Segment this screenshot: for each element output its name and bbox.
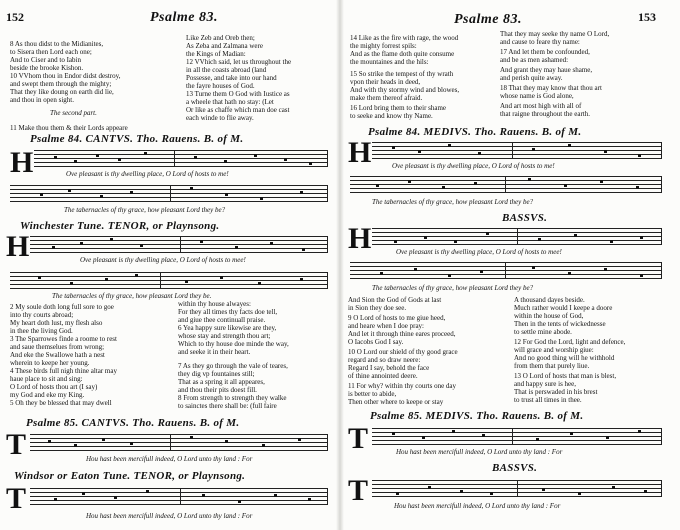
verse-line: whose name is God alone, <box>500 92 574 100</box>
verse-line: and thou in open sight. <box>10 96 74 104</box>
music-staff <box>350 262 662 280</box>
verse-line: And as the flame doth quite consume <box>350 50 455 58</box>
verse-line: And to Ciser and to Iabin <box>10 56 81 64</box>
verse-line: And no good thing will he withhold <box>514 354 615 362</box>
verse-line: 7 As they go through the vale of teares, <box>178 362 288 370</box>
verse-line: to Sisera then Lord each one; <box>10 48 92 56</box>
verse-line: 8 As thou didst to the Midianites, <box>10 40 104 48</box>
verse-line: Then other where to keepe or stay <box>348 398 444 406</box>
verse-line: a wheele that hath no stay: (Let <box>186 98 274 106</box>
verse-line: from them that purely liue. <box>514 362 590 370</box>
lyric-line: The tabernacles of thy grace, how pleasant Lord they be? <box>372 284 534 292</box>
lyric-line: The tabernacles of thy grace, how pleasant Lord they be? <box>64 206 226 214</box>
verse-line: to trust all times in thee. <box>514 396 582 404</box>
verse-line: that raigne throughout the earth. <box>500 110 590 118</box>
lyric-line: Hou hast been mercifull indeed, O Lord unto thy land : For <box>86 455 253 463</box>
verse-line: and perish quite away. <box>500 74 563 82</box>
verse-line: 12 For God the Lord, light and defence, <box>514 338 626 346</box>
lyric-line: The tabernacles of thy grace, how pleasant Lord they be? <box>372 198 534 206</box>
verse-line: the fayre houses of God. <box>186 82 255 90</box>
verse-line: in thee the living God. <box>10 327 73 335</box>
music-staff <box>10 185 328 203</box>
verse-line: of thine annointed deere. <box>348 372 418 380</box>
verse-line: to seeke and know thy Name. <box>350 112 433 120</box>
verse-line: and seeke it in their heart. <box>178 348 251 356</box>
verse-line: That is perswaded in his brest <box>514 388 598 396</box>
music-staff <box>372 428 662 446</box>
verse-line: For they all times thy facts doe tell, <box>178 308 278 316</box>
drop-initial: T <box>348 474 369 507</box>
drop-initial: H <box>6 230 30 263</box>
verse-line: 6 Yea happy sure likewise are they, <box>178 324 277 332</box>
section-heading-medius-85: Psalme 85. MEDIVS. Tho. Rauens. B. of M. <box>370 410 584 422</box>
verse-line: haue place to sit and sing: <box>10 375 83 383</box>
verse-line: And art most high with all of <box>500 102 582 110</box>
verse-line: 17 And let them be confounded, <box>500 48 590 56</box>
music-staff <box>372 480 662 498</box>
verse-line: whose stay and strength thou art; <box>178 332 271 340</box>
verse-line: As Zeba and Zalmana were <box>186 42 263 50</box>
music-staff <box>30 488 328 506</box>
verse-line: 12 VVhich said, let us throughout the <box>186 58 292 66</box>
verse-line: 15 So strike the tempest of thy wrath <box>350 70 454 78</box>
section-heading-cantus-85: Psalme 85. CANTVS. Tho. Rauens. B. of M. <box>26 417 240 429</box>
left-page <box>0 0 338 530</box>
verse-line: That as a spring it all appeares, <box>178 378 265 386</box>
drop-initial: H <box>10 146 34 179</box>
section-heading-bassus-85: BASSVS. <box>492 462 538 474</box>
verse-line: 3 The Sparrowes finde a roome to rest <box>10 335 117 343</box>
verse-line: That they like doung on earth did lie, <box>10 88 114 96</box>
verse-line: Regard I say, behold the face <box>348 364 430 372</box>
verse-line: 11 Make thou them & their Lords appeare <box>10 124 128 132</box>
music-staff <box>372 142 662 160</box>
verse-line: and giue thee continuall praise. <box>178 316 266 324</box>
verse-line: is better to abide, <box>348 390 397 398</box>
music-staff <box>30 434 328 452</box>
drop-initial: H <box>348 222 372 255</box>
music-staff <box>350 176 662 194</box>
verse-line: Possesse, and take into our hand <box>186 74 277 82</box>
lyric-line: Ove pleasant is thy dwelling place, O Lord of hosts to mee! <box>396 248 562 256</box>
verse-line: 13 Turne them O God with Iustice as <box>186 90 290 98</box>
verse-line: 9 O Lord of hosts to me giue heed, <box>348 314 446 322</box>
verse-line: 10 VVhom thou in Endor didst destroy, <box>10 72 121 80</box>
lyric-line: Ove pleasant is thy dwelling place, O Lord of hosts to me! <box>66 170 229 178</box>
verse-line: in Sion they doe see. <box>348 304 407 312</box>
verse-line: and thou their pits doest fill. <box>178 386 257 394</box>
verse-line: and happy sure is hee, <box>514 380 577 388</box>
section-heading-medius-84: Psalme 84. MEDIVS. Tho. Rauens. B. of M. <box>368 126 582 138</box>
verse-line: That they may seeke thy name O Lord, <box>500 30 610 38</box>
drop-initial: H <box>348 136 372 169</box>
music-staff <box>34 150 328 168</box>
verse-line: regard and so draw neere: <box>348 356 421 364</box>
verse-line: A thousand dayes beside. <box>514 296 585 304</box>
verse-line: vpon their heads in deed, <box>350 78 421 86</box>
verse-line: O Lord of hosts thou art (I say) <box>10 383 98 391</box>
verse-line: Which to thy house doe minde the way, <box>178 340 289 348</box>
running-head: Psalme 83. <box>150 10 218 25</box>
verse-line: 5 Oh they be blessed that may dwell <box>10 399 112 407</box>
verse-line: 18 That they may know that thou art <box>500 84 602 92</box>
verse-line: 13 O Lord of hosts that man is blest, <box>514 372 617 380</box>
verse-line: My heart doth lust, my flesh also <box>10 319 103 327</box>
lyric-line: Hou hast been mercifull indeed, O Lord unto thy land : For <box>394 502 561 510</box>
verse-line: the Kings of Madian: <box>186 50 246 58</box>
lyric-line: Ove pleasant is thy dwelling place, O Lord of hosts to mee! <box>80 256 246 264</box>
verse-line: and saue themselues from wrong; <box>10 343 105 351</box>
verse-line: 2 My soule doth long full sore to goe <box>10 303 114 311</box>
music-staff <box>10 272 328 290</box>
verse-line: in all the coasts abroad (land <box>186 66 267 74</box>
verse-line: and heare when I doe pray: <box>348 322 424 330</box>
verse-line: Much rather would I keepe a doore <box>514 304 613 312</box>
verse-line: and be as men ashamed: <box>500 56 569 64</box>
verse-line: 10 O Lord our shield of thy good grace <box>348 348 458 356</box>
page-number: 153 <box>638 10 656 24</box>
verse-line: make them thereof afraid. <box>350 94 423 102</box>
verse-line: 14 Like as the fire with rage, the wood <box>350 34 459 42</box>
verse-line: 8 From strength to strength they walke <box>178 394 287 402</box>
verse-line: into thy courts abroad; <box>10 311 74 319</box>
verse-line: each winde to flie away. <box>186 114 254 122</box>
verse-line: will grace and worship giue: <box>514 346 594 354</box>
drop-initial: T <box>348 422 369 455</box>
verse-line: beside the brooke Kishon. <box>10 64 84 72</box>
verse-line: to settle mine abode. <box>514 328 572 336</box>
verse-line: the mountaines and the hils: <box>350 58 429 66</box>
music-staff <box>372 228 662 246</box>
section-heading-tenor-85: Windsor or Eaton Tune. TENOR, or Playnsong. <box>14 470 246 482</box>
drop-initial: T <box>6 428 27 461</box>
drop-initial: T <box>6 482 27 515</box>
lyric-line: The tabernacles of thy grace, how pleasant Lord they be. <box>52 292 212 300</box>
verse-line: to sainctes there shall be: (full faire <box>178 402 277 410</box>
verse-line: And Sion the God of Gods at last <box>348 296 442 304</box>
verse-line: my God and eke my King. <box>10 391 85 399</box>
lyric-line: Hou hast been mercifull indeed, O Lord unto thy land : For <box>86 512 253 520</box>
section-heading-bassus-84: BASSVS. <box>502 212 548 224</box>
verse-line: 16 Lord bring them to their shame <box>350 104 447 112</box>
verse-line: 4 These birds full nigh thine altar may <box>10 367 117 375</box>
lyric-line: Ove pleasant is thy dwelling place, O Lord of hosts to me! <box>392 162 555 170</box>
music-staff <box>30 236 328 254</box>
verse-line: Or like as chaffe which man doe cast <box>186 106 290 114</box>
lyric-line: Hou hast been mercifull indeed, O Lord unto thy land : For <box>396 448 563 456</box>
verse-line: O Iacobs God I say. <box>348 338 404 346</box>
verse-line: And grant they may haue shame, <box>500 66 593 74</box>
verse-line: Then in the tents of wickednesse <box>514 320 606 328</box>
verse-line: and cause to feare thy name: <box>500 38 580 46</box>
verse-line: And eke the Swallowe hath a nest <box>10 351 105 359</box>
verse-line: 11 For why? within thy courts one day <box>348 382 457 390</box>
running-head: Psalme 83. <box>454 12 522 27</box>
verse-line: And with thy stormy wind and blowes, <box>350 86 460 94</box>
verse-line: they dig vp fountaines still; <box>178 370 255 378</box>
section-heading-cantus-84: Psalme 84. CANTVS. Tho. Rauens. B. of M. <box>30 133 244 145</box>
verse-line: Like Zeb and Oreb then; <box>186 34 255 42</box>
second-part-label: The second part. <box>50 109 97 117</box>
verse-line: And let it through thine eares proceed, <box>348 330 456 338</box>
verse-line: within thy house alwayes: <box>178 300 251 308</box>
section-heading-tenor-84: Winchester Tune. TENOR, or Playnsong. <box>20 220 220 232</box>
verse-line: the mighty forrest spils: <box>350 42 417 50</box>
verse-line: and swept them through the mighty; <box>10 80 112 88</box>
page-number: 152 <box>6 10 24 24</box>
verse-line: wherein to keepe her young. <box>10 359 90 367</box>
verse-line: within the house of God, <box>514 312 584 320</box>
right-page <box>342 0 680 530</box>
